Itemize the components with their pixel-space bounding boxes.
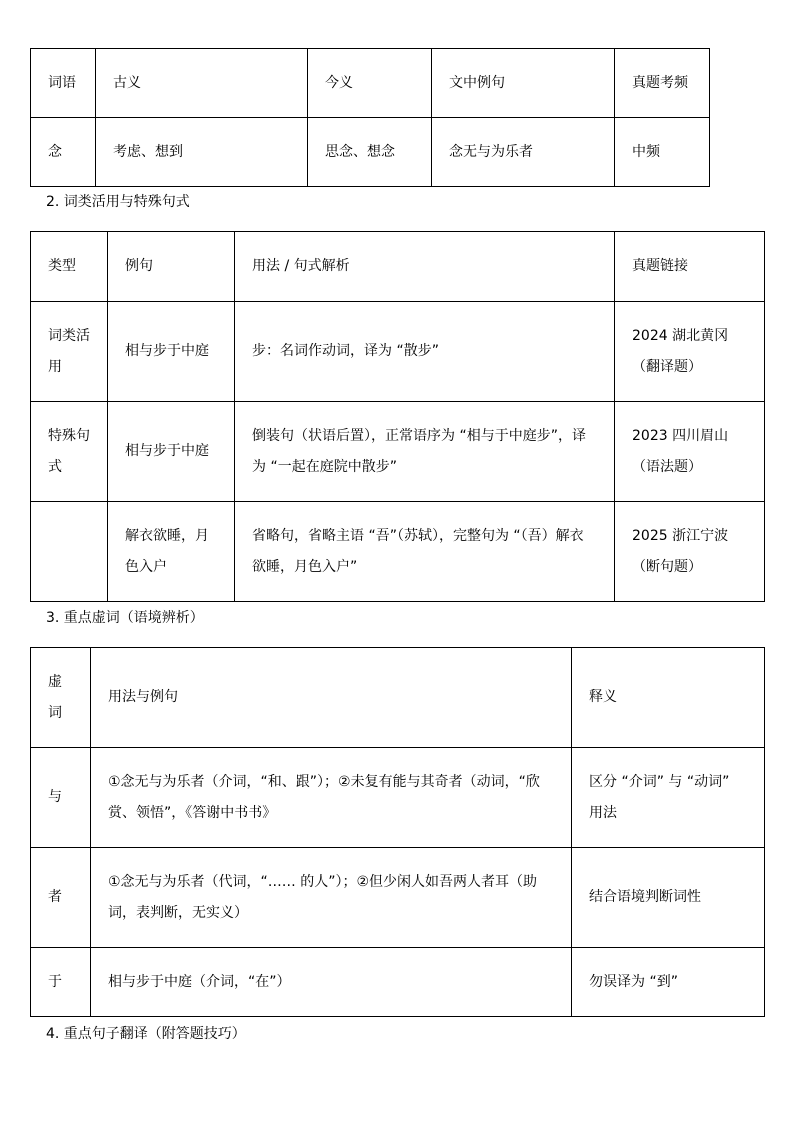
word-meaning-table bbox=[30, 48, 710, 187]
table-cell: 相与步于中庭（介词，“在”） bbox=[91, 948, 572, 1017]
table-cell: 考虑、想到 bbox=[96, 118, 308, 187]
header-cell: 用法 / 句式解析 bbox=[235, 232, 615, 302]
table-cell: ①念无与为乐者（介词，“和、跟”）；②未复有能与其奇者（动词，“欣赏、领悟”，《答谢中书书》 bbox=[91, 748, 572, 848]
section-title: 4. 重点句子翻译（附答题技巧） bbox=[46, 1026, 246, 1042]
table-cell: 结合语境判断词性 bbox=[572, 848, 765, 948]
table-cell: 特殊句式 bbox=[31, 402, 108, 502]
table-cell: 2023 四川眉山（语法题） bbox=[615, 402, 765, 502]
table-cell: 者 bbox=[31, 848, 91, 948]
table-header-row bbox=[31, 232, 765, 302]
table-header-row bbox=[31, 49, 710, 118]
table-cell bbox=[31, 502, 108, 602]
header-cell: 释义 bbox=[572, 648, 765, 748]
header-cell: 真题链接 bbox=[615, 232, 765, 302]
header-cell: 用法与例句 bbox=[91, 648, 572, 748]
header-cell: 文中例句 bbox=[432, 49, 615, 118]
table-cell: 思念、想念 bbox=[308, 118, 432, 187]
table-cell: 念无与为乐者 bbox=[432, 118, 615, 187]
header-cell: 今义 bbox=[308, 49, 432, 118]
header-cell: 真题考频 bbox=[615, 49, 710, 118]
table-cell: 与 bbox=[31, 748, 91, 848]
header-cell: 虚词 bbox=[31, 648, 91, 748]
table-cell: 倒装句（状语后置），正常语序为 “相与于中庭步”，译为 “一起在庭院中散步” bbox=[235, 402, 615, 502]
table-cell: 于 bbox=[31, 948, 91, 1017]
table-cell: 相与步于中庭 bbox=[108, 402, 235, 502]
table-cell: 念 bbox=[31, 118, 96, 187]
table-cell: 中频 bbox=[615, 118, 710, 187]
table-row bbox=[31, 748, 765, 848]
table-row bbox=[31, 402, 765, 502]
header-cell: 古义 bbox=[96, 49, 308, 118]
table-cell: ①念无与为乐者（代词，“…… 的人”）；②但少闲人如吾两人者耳（助词，表判断，无实义） bbox=[91, 848, 572, 948]
table-cell: 区分 “介词” 与 “动词” 用法 bbox=[572, 748, 765, 848]
table-cell: 步：名词作动词，译为 “散步” bbox=[235, 302, 615, 402]
table-row bbox=[31, 502, 765, 602]
function-word-table bbox=[30, 647, 765, 1017]
table-row bbox=[31, 118, 710, 187]
table-cell: 省略句，省略主语 “吾”（苏轼），完整句为 “（吾）解衣欲睡，月色入户” bbox=[235, 502, 615, 602]
table-row bbox=[31, 848, 765, 948]
table-row bbox=[31, 948, 765, 1017]
table-cell: 2025 浙江宁波（断句题） bbox=[615, 502, 765, 602]
section-title: 2. 词类活用与特殊句式 bbox=[46, 194, 190, 210]
table-cell: 2024 湖北黄冈（翻译题） bbox=[615, 302, 765, 402]
section-title: 3. 重点虚词（语境辨析） bbox=[46, 610, 204, 626]
header-cell: 例句 bbox=[108, 232, 235, 302]
word-usage-table bbox=[30, 231, 765, 602]
table-header-row bbox=[31, 648, 765, 748]
header-cell: 词语 bbox=[31, 49, 96, 118]
table-cell: 解衣欲睡，月色入户 bbox=[108, 502, 235, 602]
table-cell: 勿误译为 “到” bbox=[572, 948, 765, 1017]
header-cell: 类型 bbox=[31, 232, 108, 302]
table-cell: 相与步于中庭 bbox=[108, 302, 235, 402]
table-row bbox=[31, 302, 765, 402]
table-cell: 词类活用 bbox=[31, 302, 108, 402]
